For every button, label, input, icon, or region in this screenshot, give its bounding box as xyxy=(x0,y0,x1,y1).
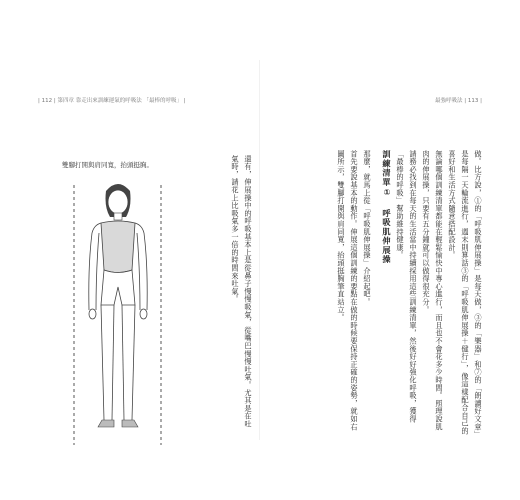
figure-caption: 雙腳打開與肩同寬，抬頭挺胸。 xyxy=(62,161,153,169)
paragraph: 請務必找到在每天的生活當中持續採用這些訓練清單，然後好好強化呼吸，獲得「最棒的呼吸」幫助維持健康。 xyxy=(396,150,418,423)
page-gutter xyxy=(259,60,260,440)
paragraph: 無論哪個訓練清單都能在輕鬆愉快中專心進行，而且也不會花多少時間。照理說肌肉的伸展操，只要有五分鐘就可以做得很充分。 xyxy=(422,150,444,431)
left-page-body xyxy=(229,155,255,435)
paragraph: 還有，伸展操中的呼吸基本上是從鼻子慢慢吸氣，從嘴巴慢慢吐氣。尤其是在吐氣時，請花上比吸氣多一倍的時間來吐氣。 xyxy=(231,155,253,428)
right-page-header: 最強呼吸法 | 113 | xyxy=(435,98,482,104)
section-title: 訓練清單① 呼吸肌伸展操 xyxy=(382,150,392,264)
paragraph: 那麼，就馬上從「呼吸肌伸展操」介紹起吧。 xyxy=(363,150,372,306)
left-page-header: | 112 | 第四章 靠走出來訓練運氣的呼吸法 「最棒的呼吸」 | xyxy=(38,98,186,104)
paragraph: 做。比方說，①的「呼吸肌伸展操」是每天做，③的「樂器」和⑦的「朗讀好文章」是每隔一天輪流進行，週末則算話③的「呼吸肌伸展操＋健行」，像這樣配合自己的喜好和生活方式隨意搭配設計。 xyxy=(448,150,483,435)
paragraph: 首先要說基本的動作。伸展這個訓練的要點在做的時候要保持正確的姿勢，就如右圖所示，雙腳打開與肩同寬，抬頭挺胸筆直站立。 xyxy=(337,150,359,431)
standing-woman-illustration-icon xyxy=(56,175,182,450)
right-page-body xyxy=(335,150,485,435)
